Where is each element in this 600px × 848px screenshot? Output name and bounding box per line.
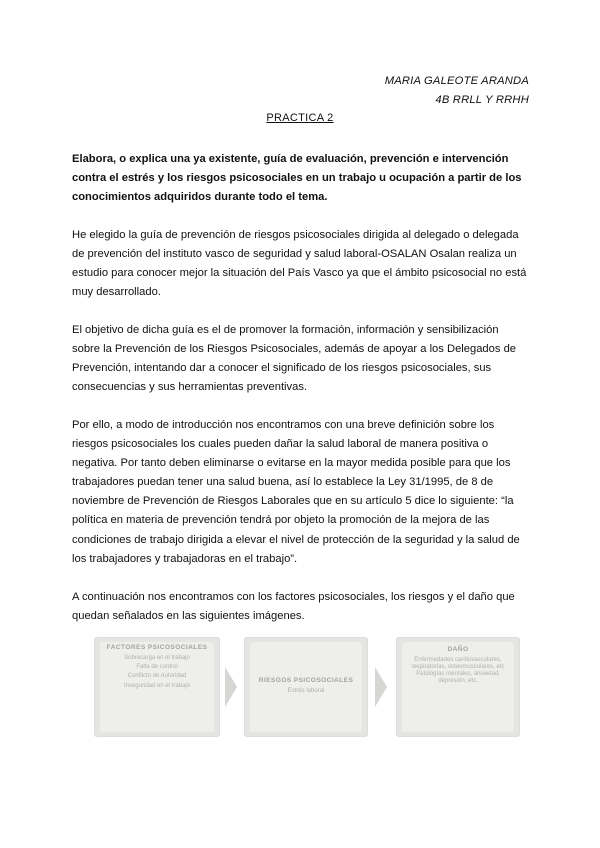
paragraph-4: A continuación nos encontramos con los factores psicosociales, los riesgos y el daño que quedan señalados en las siguientes imágenes. <box>72 591 515 623</box>
damage-heading: DAÑO <box>447 646 469 653</box>
factors-box <box>94 637 220 737</box>
paragraph-1: He elegido la guía de prevención de riesgos psicosociales dirigida al delegado o delegada de prevención del instituto vasco de seguridad y salud laboral-OSALAN Osalan realiza un estudio para conocer mejor la situación del País Vasco ya que el ámbito psicosocial no está muy desarrollado. <box>72 229 527 299</box>
factor-item: Falta de control <box>136 663 178 670</box>
factor-item: Conflicto de Autoridad <box>127 673 187 680</box>
course-name: 4B RRLL Y RRHH <box>435 94 529 106</box>
paragraph-2: El objetivo de dicha guía es el de promover la formación, información y sensibilización sobre la Prevención de los Riesgos Psicosociales, además de apoyar a los Delegados de Prevención, intentando dar a conocer el significado de los riesgos psicosociales, sus consecuencias y sus herramientas preventivas. <box>72 324 517 394</box>
risks-heading: RIESGOS PSICOSOCIALES <box>258 677 354 685</box>
damage-item: Enfermedades cardiovasculares, respiratorias, osteomusculares, etc <box>411 656 505 670</box>
damage-box <box>396 637 520 737</box>
author-name: MARIA GALEOTE ARANDA <box>384 75 529 87</box>
page-title: PRACTICA 2 <box>266 112 334 124</box>
psychosocial-diagram <box>94 637 520 737</box>
task-statement: Elabora, o explica una ya existente, guía de evaluación, prevención e intervención contra el estrés y los riesgos psicosociales en un trabajo u ocupación a partir de los conocimientos adquiridos durante todo el tema. <box>72 153 522 203</box>
factor-item: Sobrecarga en el trabajo <box>124 654 190 661</box>
paragraph-3: Por ello, a modo de introducción nos encontramos con una breve definición sobre los riesgos psicosociales los cuales pueden dañar la salud laboral de manera positiva o negativa. Por tanto deben eliminarse o evitarse en la mayor medida posible para que los trabajadores puedan tener una salud buena, así lo establece la Ley 31/1995, de 8 de noviembre de Prevención de Riesgos Laborales que en su artículo 5 dice lo siguiente: “la política en materia de prevención tendrá por objeto la promoción de la mejora de las condiciones de trabajo dirigida a elevar el nivel de protección de la seguridad y la salud de los trabajadores y trabajadoras en el trabajo”. <box>72 419 520 565</box>
arrow-right-icon <box>225 667 237 707</box>
damage-item: Patologías mentales, ansiedad, depresión, etc. <box>416 670 500 685</box>
factor-item: Inseguridad en el trabajo <box>123 682 191 689</box>
arrow-right-icon <box>375 667 387 707</box>
risk-item: Estrés laboral <box>287 687 325 694</box>
factors-heading: FACTORES PSICOSOCIALES <box>106 644 208 651</box>
risks-box <box>244 637 368 737</box>
author-block <box>385 72 529 110</box>
